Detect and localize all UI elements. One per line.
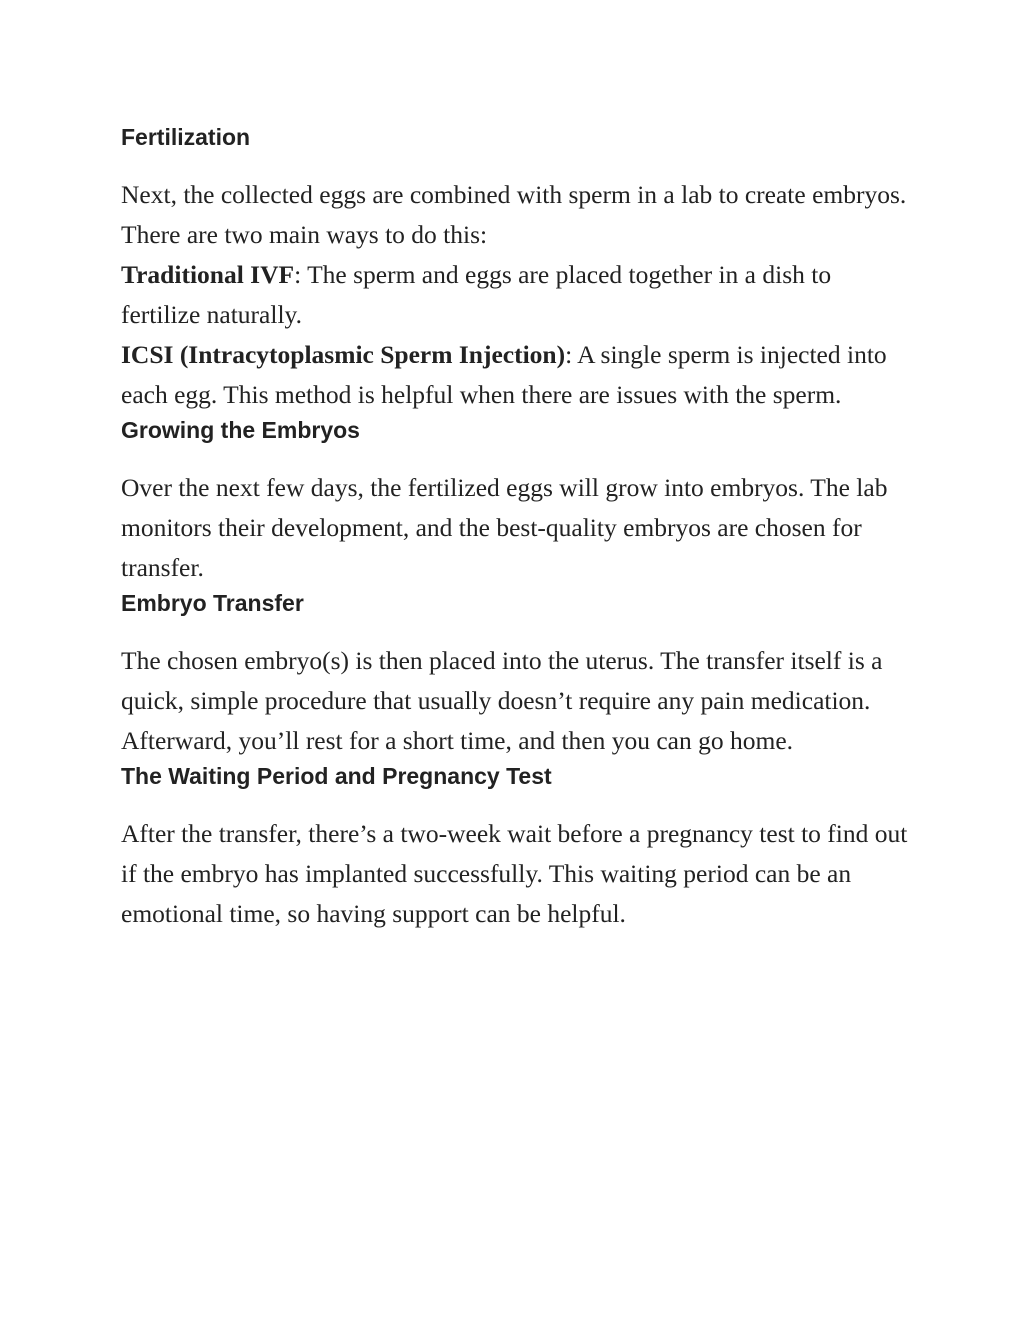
method-description: : A single sperm is injected into each egg. This method is helpful when there are issues with the sperm. <box>121 340 887 409</box>
method-icsi <box>121 335 911 415</box>
heading-waiting-period: The Waiting Period and Pregnancy Test <box>121 763 552 789</box>
heading-embryo-transfer: Embryo Transfer <box>121 590 304 616</box>
document-page <box>121 122 911 934</box>
method-term: ICSI (Intracytoplasmic Sperm Injection) <box>121 340 566 369</box>
method-description: : The sperm and eggs are placed together in a dish to fertilize naturally. <box>121 260 832 329</box>
heading-fertilization: Fertilization <box>121 124 251 150</box>
embryo-transfer-text: The chosen embryo(s) is then placed into the uterus. The transfer itself is a quick, simple procedure that usually doesn’t require any pain medication. Afterward, you’ll rest for a short time, and then you can go home. <box>121 646 883 755</box>
waiting-period-text: After the transfer, there’s a two-week wait before a pregnancy test to find out if the embryo has implanted successfully. This waiting period can be an emotional time, so having support can be helpful. <box>121 819 908 928</box>
method-traditional-ivf <box>121 255 911 335</box>
growing-embryos-text: Over the next few days, the fertilized eggs will grow into embryos. The lab monitors their development, and the best-quality embryos are chosen for transfer. <box>121 473 888 582</box>
fertilization-intro: Next, the collected eggs are combined with sperm in a lab to create embryos. There are two main ways to do this: <box>121 180 907 249</box>
heading-growing-embryos: Growing the Embryos <box>121 417 360 443</box>
method-term: Traditional IVF <box>121 260 295 289</box>
